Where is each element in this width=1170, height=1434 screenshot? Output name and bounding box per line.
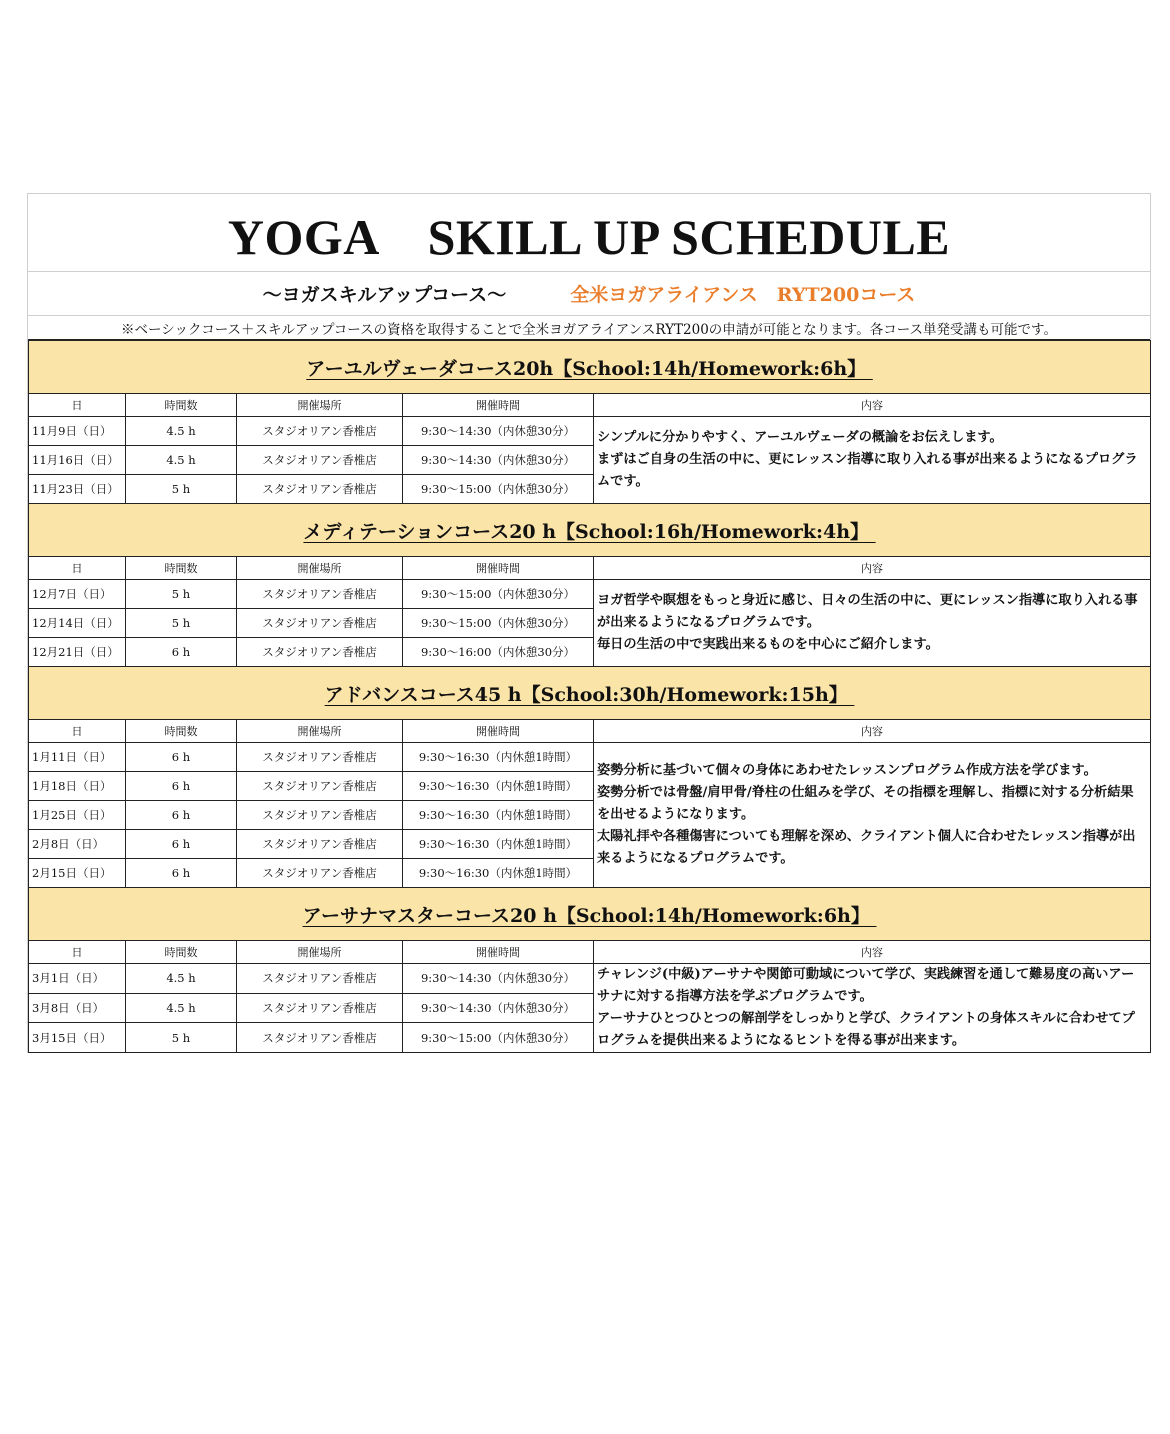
session-date: 3月8日（日） — [29, 993, 126, 1023]
session-venue: スタジオリアン香椎店 — [237, 417, 403, 446]
description-line: 太陽礼拝や各種傷害についても理解を深め、クライアント個人に合わせたレッスン指導が出来るようになるプログラムです。 — [597, 829, 1136, 866]
column-time: 開催時間 — [403, 720, 594, 743]
session-hours: 5 h — [126, 475, 237, 504]
schedule-sheet — [27, 193, 1151, 1053]
page-title: YOGA SKILL UP SCHEDULE — [28, 194, 1150, 272]
subtitle-course-name: 〜ヨガスキルアップコース〜 — [262, 284, 507, 306]
session-time: 9:30〜16:00（内休憩30分） — [403, 638, 594, 667]
session-time: 9:30〜16:30（内休憩1時間） — [403, 743, 594, 772]
column-hours: 時間数 — [126, 720, 237, 743]
session-time: 9:30〜16:30（内休憩1時間） — [403, 801, 594, 830]
course-heading-row — [29, 504, 1151, 557]
session-row — [29, 580, 1151, 609]
column-content: 内容 — [594, 557, 1151, 580]
session-venue: スタジオリアン香椎店 — [237, 743, 403, 772]
session-hours: 5 h — [126, 580, 237, 609]
description-line: ヨガ哲学や瞑想をもっと身近に感じ、日々の生活の中に、更にレッスン指導に取り入れる事が出来るようになるプログラムです。 — [597, 593, 1138, 630]
course-heading-row — [29, 667, 1151, 720]
session-hours: 6 h — [126, 772, 237, 801]
session-time: 9:30〜15:00（内休憩30分） — [403, 1023, 594, 1053]
session-venue: スタジオリアン香椎店 — [237, 638, 403, 667]
session-date: 1月18日（日） — [29, 772, 126, 801]
column-header-row — [29, 557, 1151, 580]
column-content: 内容 — [594, 394, 1151, 417]
subtitle-certification: 全米ヨガアライアンス RYT200コース — [570, 284, 916, 306]
description-line: アーサナひとつひとつの解剖学をしっかりと学び、クライアントの身体スキルに合わせてプログラムを提供出来るようになるヒントを得る事が出来ます。 — [597, 1011, 1135, 1048]
description-line: シンプルに分かりやすく、アーユルヴェーダの概論をお伝えします。 — [597, 430, 1003, 445]
description-line: チャレンジ(中級)アーサナや関節可動域について学び、実践練習を通して難易度の高いアーサナに対する指導方法を学ぶプログラムです。 — [597, 967, 1135, 1004]
session-date: 11月23日（日） — [29, 475, 126, 504]
session-time: 9:30〜16:30（内休憩1時間） — [403, 772, 594, 801]
session-venue: スタジオリアン香椎店 — [237, 993, 403, 1023]
session-venue: スタジオリアン香椎店 — [237, 609, 403, 638]
column-header-row — [29, 720, 1151, 743]
session-time: 9:30〜15:00（内休憩30分） — [403, 609, 594, 638]
session-time: 9:30〜16:30（内休憩1時間） — [403, 859, 594, 888]
column-time: 開催時間 — [403, 941, 594, 964]
session-venue: スタジオリアン香椎店 — [237, 859, 403, 888]
column-hours: 時間数 — [126, 394, 237, 417]
column-time: 開催時間 — [403, 394, 594, 417]
session-time: 9:30〜15:00（内休憩30分） — [403, 580, 594, 609]
session-hours: 6 h — [126, 801, 237, 830]
session-time: 9:30〜14:30（内休憩30分） — [403, 993, 594, 1023]
session-time: 9:30〜15:00（内休憩30分） — [403, 475, 594, 504]
course-heading: アーサナマスターコース20 h【School:14h/Homework:6h】 — [302, 904, 877, 927]
column-date: 日 — [29, 557, 126, 580]
course-heading: メディテーションコース20 h【School:16h/Homework:4h】 — [303, 520, 876, 543]
session-hours: 5 h — [126, 609, 237, 638]
session-date: 11月9日（日） — [29, 417, 126, 446]
session-date: 11月16日（日） — [29, 446, 126, 475]
session-hours: 6 h — [126, 638, 237, 667]
session-time: 9:30〜14:30（内休憩30分） — [403, 964, 594, 994]
session-venue: スタジオリアン香椎店 — [237, 475, 403, 504]
column-content: 内容 — [594, 941, 1151, 964]
column-date: 日 — [29, 720, 126, 743]
session-hours: 4.5 h — [126, 446, 237, 475]
course-heading-row — [29, 888, 1151, 941]
session-time: 9:30〜16:30（内休憩1時間） — [403, 830, 594, 859]
column-header-row — [29, 941, 1151, 964]
session-row — [29, 743, 1151, 772]
description-line: まずはご自身の生活の中に、更にレッスン指導に取り入れる事が出来るようになるプログラムです。 — [597, 452, 1138, 489]
session-hours: 4.5 h — [126, 417, 237, 446]
column-date: 日 — [29, 394, 126, 417]
course-heading: アーユルヴェーダコース20h【School:14h/Homework:6h】 — [306, 357, 873, 380]
session-venue: スタジオリアン香椎店 — [237, 801, 403, 830]
session-row — [29, 417, 1151, 446]
column-hours: 時間数 — [126, 557, 237, 580]
session-venue: スタジオリアン香椎店 — [237, 1023, 403, 1053]
session-time: 9:30〜14:30（内休憩30分） — [403, 417, 594, 446]
course-description — [594, 417, 1151, 504]
column-header-row — [29, 394, 1151, 417]
session-date: 12月7日（日） — [29, 580, 126, 609]
session-date: 2月15日（日） — [29, 859, 126, 888]
course-heading-row — [29, 341, 1151, 394]
session-date: 12月21日（日） — [29, 638, 126, 667]
session-hours: 6 h — [126, 743, 237, 772]
session-venue: スタジオリアン香椎店 — [237, 772, 403, 801]
session-date: 1月11日（日） — [29, 743, 126, 772]
session-hours: 4.5 h — [126, 993, 237, 1023]
session-venue: スタジオリアン香椎店 — [237, 580, 403, 609]
session-date: 12月14日（日） — [29, 609, 126, 638]
session-venue: スタジオリアン香椎店 — [237, 446, 403, 475]
column-venue: 開催場所 — [237, 941, 403, 964]
column-venue: 開催場所 — [237, 720, 403, 743]
description-line: 姿勢分析では骨盤/肩甲骨/脊柱の仕組みを学び、その指標を理解し、指標に対する分析結果を出せるようになります。 — [597, 785, 1134, 822]
session-venue: スタジオリアン香椎店 — [237, 964, 403, 994]
course-heading: アドバンスコース45 h【School:30h/Homework:15h】 — [324, 683, 855, 706]
session-hours: 6 h — [126, 830, 237, 859]
description-line: 毎日の生活の中で実践出来るものを中心にご紹介します。 — [597, 637, 939, 652]
session-hours: 5 h — [126, 1023, 237, 1053]
column-venue: 開催場所 — [237, 557, 403, 580]
column-venue: 開催場所 — [237, 394, 403, 417]
column-content: 内容 — [594, 720, 1151, 743]
course-description — [594, 743, 1151, 888]
session-hours: 4.5 h — [126, 964, 237, 994]
eligibility-note: ※ベーシックコース＋スキルアップコースの資格を取得することで全米ヨガアライアンスRYT200の申請が可能となります。各コース単発受講も可能です。 — [28, 316, 1150, 340]
session-date: 1月25日（日） — [29, 801, 126, 830]
session-time: 9:30〜14:30（内休憩30分） — [403, 446, 594, 475]
column-time: 開催時間 — [403, 557, 594, 580]
course-description — [594, 580, 1151, 667]
session-date: 3月15日（日） — [29, 1023, 126, 1053]
session-venue: スタジオリアン香椎店 — [237, 830, 403, 859]
course-description — [594, 964, 1151, 1053]
column-date: 日 — [29, 941, 126, 964]
session-hours: 6 h — [126, 859, 237, 888]
session-row — [29, 964, 1151, 994]
column-hours: 時間数 — [126, 941, 237, 964]
session-date: 3月1日（日） — [29, 964, 126, 994]
subtitle-bar — [28, 272, 1150, 316]
session-date: 2月8日（日） — [29, 830, 126, 859]
schedule-table — [28, 340, 1151, 1053]
description-line: 姿勢分析に基づいて個々の身体にあわせたレッスンプログラム作成方法を学びます。 — [597, 763, 1097, 778]
